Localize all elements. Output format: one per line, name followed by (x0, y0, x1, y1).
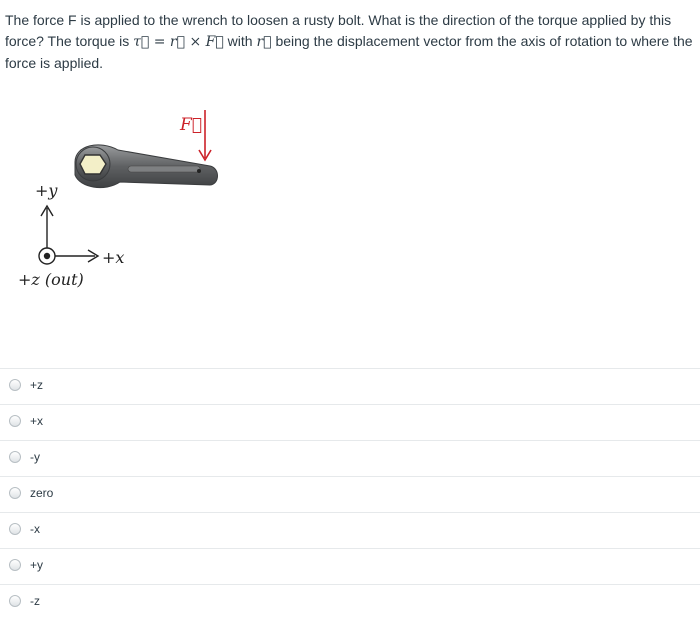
wrench-icon (75, 145, 218, 188)
radio-button[interactable] (9, 415, 21, 427)
question-text (5, 10, 693, 74)
radio-button[interactable] (9, 523, 21, 535)
answer-option-plus-y[interactable] (0, 548, 700, 584)
answer-option-plus-z[interactable] (0, 368, 700, 404)
answer-option-plus-x[interactable] (0, 404, 700, 440)
answer-label: +y (30, 558, 44, 572)
answer-label: -y (30, 450, 40, 464)
r-symbol: r⃗ (256, 34, 272, 50)
x-axis-label: +x (102, 248, 125, 267)
answer-option-minus-z[interactable] (0, 584, 700, 620)
answer-label: -x (30, 522, 40, 536)
radio-button[interactable] (9, 379, 21, 391)
answer-list (0, 368, 700, 620)
question-intro: The force F is applied to the wrench to loosen a rusty bolt. What is the direction of the torque applied by this force? The torque is (5, 12, 672, 49)
question-end: being the displacement vector from the axis of rotation to where the force is applied. (5, 33, 693, 71)
answer-label: zero (30, 486, 54, 500)
radio-button[interactable] (9, 487, 21, 499)
answer-option-minus-x[interactable] (0, 512, 700, 548)
force-label: F⃗ (180, 115, 202, 135)
answer-label: +z (30, 378, 44, 392)
y-axis-label: +y (35, 181, 58, 200)
radio-button[interactable] (9, 595, 21, 607)
wrench-figure (0, 100, 700, 300)
coordinate-axes (39, 206, 98, 264)
torque-formula: τ⃗ = r⃗ × F⃗ (133, 34, 224, 50)
z-axis-label: +z (out) (18, 270, 84, 289)
radio-button[interactable] (9, 451, 21, 463)
question-mid: with (223, 33, 257, 49)
radio-button[interactable] (9, 559, 21, 571)
answer-label: +x (30, 414, 44, 428)
answer-label: -z (30, 594, 40, 608)
answer-option-zero[interactable] (0, 476, 700, 512)
wrench-diagram (0, 100, 700, 300)
answer-option-minus-y[interactable] (0, 440, 700, 476)
